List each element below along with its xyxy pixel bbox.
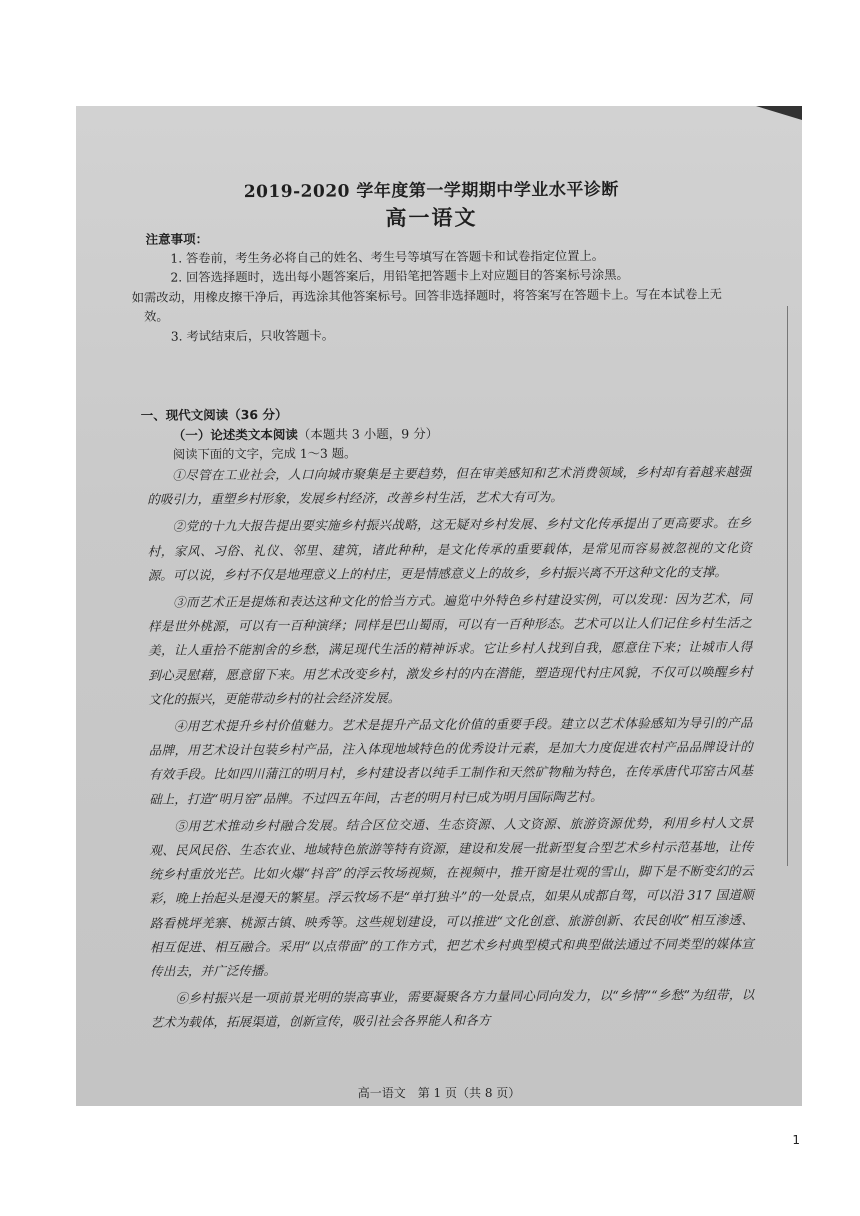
paragraph-3: ③而艺术正是提炼和表达这种文化的恰当方式。遍览中外特色乡村建设实例，可以发现：因为艺术，同样是世外桃源，可以有一百种演绎；同样是巴山蜀雨，可以有一百种形态。艺术可以让人们记住乡村生活之美，让人重拾不能割舍的乡愁，满足现代生活的精神诉求。它让乡村人找到自我，愿意住下来；让城市人得到心灵慰藉，愿意留下来。用艺术改变乡村，激发乡村的内在潜能，塑造现代村庄风貌，不仅可以唤醒乡村文化的振兴，更能带动乡村的社会经济发展。 <box>147 591 753 707</box>
note-item-2: 2. 回答选择题时，选出每小题答案后，用铅笔把答题卡上对应题目的答案标号涂黑。 <box>170 267 629 285</box>
paragraph-4: ④用艺术提升乡村价值魅力。艺术是提升产品文化价值的重要手段。建立以艺术体验感知为导引的产品品牌，用艺术设计包装乡村产品，注入体现地域特色的优秀设计元素，是加大力度促进农村产品品牌设计的有效手段。比如四川蒲江的明月村，乡村建设者以纯手工制作和天然矿物釉为特色，在传承唐代邛窑古风基础上，打造“明月窑”品牌。不过四五年间，古老的明月村已成为明月国际陶艺村。 <box>148 715 753 807</box>
note-item-1: 1. 答卷前，考生务必将自己的姓名、考生号等填写在答题卡和试卷指定位置上。 <box>170 248 605 266</box>
subsection-title: （一）论述类文本阅读 <box>172 426 298 443</box>
photo-paper-edge <box>787 306 788 866</box>
paragraph-2: ②党的十九大报告提出要实施乡村振兴战略，这无疑对乡村发展、乡村文化传承提出了更高要求。在乡村，家风、习俗、礼仪、邻里、建筑，诸此种种，是文化传承的重要载体，是常见而容易被忽视的文化资源。可以说，乡村不仅是地理意义上的村庄，更是情感意义上的故乡，乡村振兴离不开这种文化的支撑。 <box>147 515 752 583</box>
page-footer: 高一语文 第 1 页（共 8 页） <box>357 1086 521 1100</box>
page-number: 1 <box>792 1133 800 1147</box>
note-item-3: 3. 考试结束后，只收答题卡。 <box>170 328 335 344</box>
exam-subject: 高一语文 <box>385 204 478 231</box>
section-title: 一、现代文阅读（36 分） <box>140 406 288 423</box>
photo-dark-corner <box>756 106 802 120</box>
subsection-heading <box>173 422 743 443</box>
exam-title: 2019-2020 学年度第一学期期中学业水平诊断 <box>243 179 619 203</box>
paragraph-1: ①尽管在工业社会，人口向城市聚集是主要趋势，但在审美感知和艺术消费领域，乡村却有着越来越强的吸引力，重塑乡村形象，发展乡村经济，改善乡村生活，艺术大有可为。 <box>147 464 752 507</box>
notes-heading: 注意事项： <box>145 231 209 247</box>
exam-sheet <box>111 164 757 1088</box>
note-item-2-continued: 如需改动，用橡皮擦干净后，再选涂其他答案标号。回答非选择题时，将答案写在答题卡上。写在本试卷上无效。 <box>131 286 722 324</box>
reading-passage <box>147 460 754 1038</box>
scanned-photo <box>76 106 802 1106</box>
subsection-note: （本题共 3 小题，9 分） <box>297 425 439 442</box>
reading-instruction: 阅读下面的文字，完成 1～3 题。 <box>172 446 357 462</box>
paragraph-5: ⑤用艺术推动乡村融合发展。结合区位交通、生态资源、人文资源、旅游资源优势，利用乡村人文景观、民风民俗、生态农业、地域特色旅游等特有资源，建设和发展一批新型复合型艺术乡村示范基地，让传统乡村重放光芒。比如火爆“抖音”的浮云牧场视频，在视频中，推开窗是壮观的雪山，脚下是不断变幻的云彩，晚上抬起头是漫天的繁星。浮云牧场不是“单打独斗”的一处景点，如果从成都自驾，可以沿 317 国道顺路看桃坪羌寨、桃源古镇、映秀等。这些规划建设，可以推进“文化创意、旅游创新、农民创收”相互渗透、相互促进、相互融合。采用“以点带面”的工作方式，把艺术乡村典型模式和典型做法通过不同类型的媒体宣传出去，并广泛传播。 <box>149 814 754 979</box>
notes-block <box>131 226 747 347</box>
paragraph-6: ⑥乡村振兴是一项前景光明的崇高事业，需要凝聚各方力量同心同向发力，以“乡情”“乡愁”为纽带，以艺术为载体，拓展渠道，创新宣传，吸引社会各界能人和各方 <box>150 987 755 1031</box>
